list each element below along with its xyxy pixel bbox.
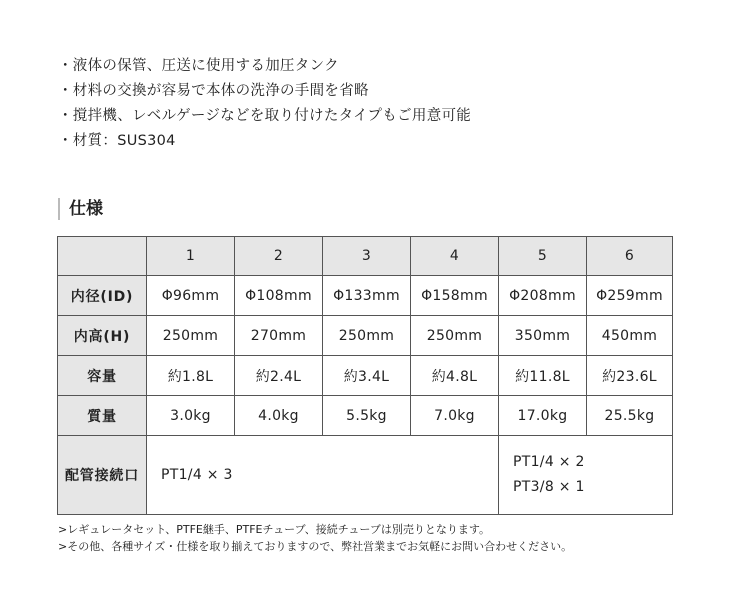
- feature-item: ・材質：SUS304: [58, 133, 176, 149]
- ports-line: PT1/4 × 2: [513, 454, 585, 470]
- table-row-mass: [58, 396, 673, 436]
- table-row-inner-height: [58, 316, 673, 356]
- row-header: 内高(H): [58, 316, 147, 356]
- feature-item: ・材料の交換が容易で本体の洗浄の手間を省略: [58, 83, 369, 99]
- table-cell: 約3.4L: [323, 356, 411, 396]
- table-cell: 約23.6L: [587, 356, 673, 396]
- table-cell: 約1.8L: [147, 356, 235, 396]
- column-header: 6: [587, 237, 673, 276]
- table-row-inner-diameter: [58, 276, 673, 316]
- row-header: 容量: [58, 356, 147, 396]
- table-cell: Φ133mm: [323, 276, 411, 316]
- column-header: 4: [411, 237, 499, 276]
- feature-list: [58, 54, 471, 154]
- table-cell: 7.0kg: [411, 396, 499, 436]
- row-header: 質量: [58, 396, 147, 436]
- table-cell: 17.0kg: [499, 396, 587, 436]
- table-cell: 25.5kg: [587, 396, 673, 436]
- spec-heading: 仕様: [58, 198, 103, 220]
- table-cell: 270mm: [235, 316, 323, 356]
- column-header: 1: [147, 237, 235, 276]
- table-row-ports: [58, 436, 673, 515]
- feature-item: ・液体の保管、圧送に使用する加圧タンク: [58, 58, 339, 74]
- row-header: 配管接続口: [58, 436, 147, 515]
- table-cell: 約2.4L: [235, 356, 323, 396]
- notes: [58, 521, 572, 555]
- table-cell: 約4.8L: [411, 356, 499, 396]
- column-header: 2: [235, 237, 323, 276]
- column-header: 3: [323, 237, 411, 276]
- ports-cell-large: [499, 436, 673, 515]
- ports-line: PT3/8 × 1: [513, 479, 585, 495]
- ports-cell-small: PT1/4 × 3: [147, 436, 499, 515]
- table-cell: 350mm: [499, 316, 587, 356]
- row-header: 内径(ID): [58, 276, 147, 316]
- table-cell: 3.0kg: [147, 396, 235, 436]
- table-cell: 4.0kg: [235, 396, 323, 436]
- corner-cell: [58, 237, 147, 276]
- column-header: 5: [499, 237, 587, 276]
- table-cell: Φ259mm: [587, 276, 673, 316]
- table-row-capacity: [58, 356, 673, 396]
- table-cell: 約11.8L: [499, 356, 587, 396]
- spec-table: [57, 236, 673, 515]
- note-line: >その他、各種サイズ・仕様を取り揃えておりますので、弊社営業までお気軽にお問い合わせください。: [58, 540, 573, 553]
- table-cell: 250mm: [147, 316, 235, 356]
- table-header-row: [58, 237, 673, 276]
- table-cell: 5.5kg: [323, 396, 411, 436]
- table-cell: Φ158mm: [411, 276, 499, 316]
- feature-item: ・撹拌機、レベルゲージなどを取り付けたタイプもご用意可能: [58, 108, 472, 124]
- note-line: >レギュレータセット、PTFE継手、PTFEチューブ、接続チューブは別売りとなります。: [58, 523, 490, 536]
- table-cell: 450mm: [587, 316, 673, 356]
- table-cell: Φ208mm: [499, 276, 587, 316]
- table-cell: 250mm: [323, 316, 411, 356]
- table-cell: Φ108mm: [235, 276, 323, 316]
- table-cell: Φ96mm: [147, 276, 235, 316]
- table-cell: 250mm: [411, 316, 499, 356]
